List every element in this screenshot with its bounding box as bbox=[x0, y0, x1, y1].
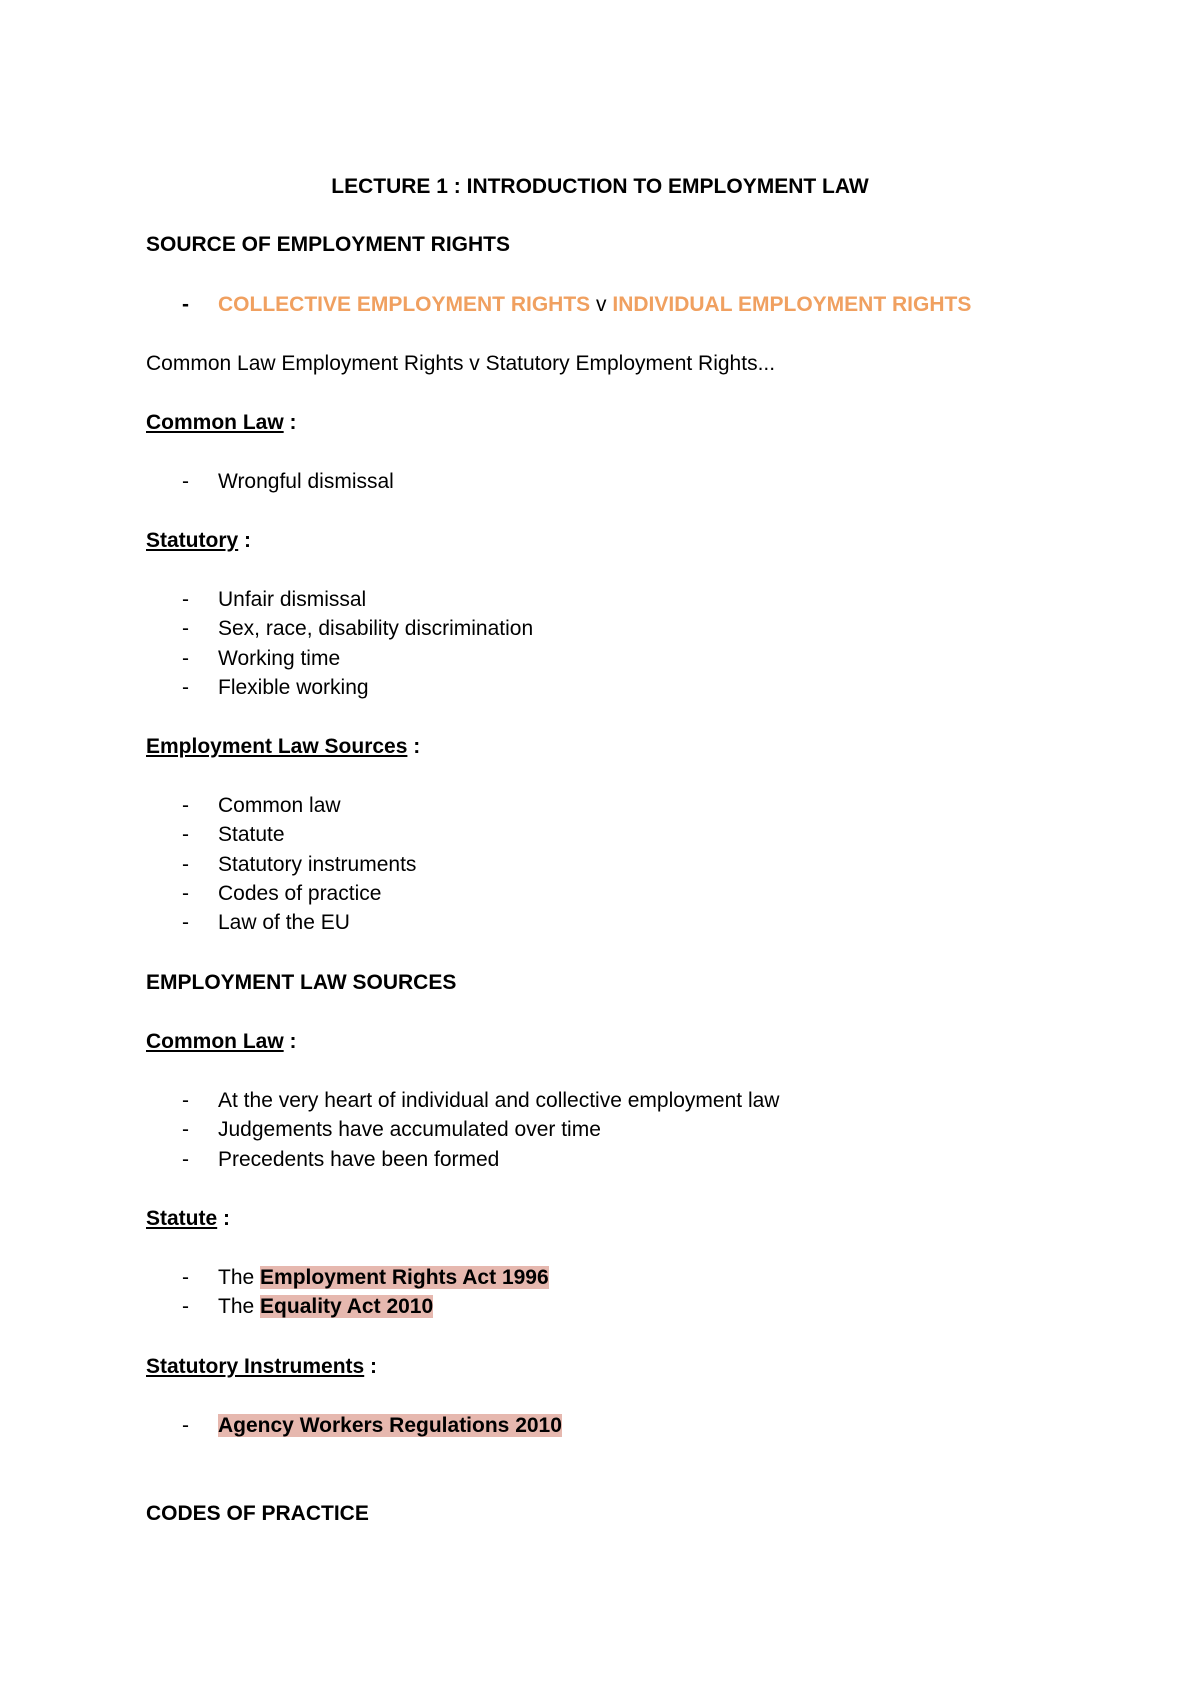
list-item-text: Law of the EU bbox=[218, 911, 350, 934]
list-item bbox=[182, 675, 369, 701]
bullet-dash: - bbox=[182, 882, 189, 905]
list-item-text: Statute bbox=[218, 823, 285, 846]
subheading-colon: : bbox=[289, 411, 297, 434]
list-item bbox=[182, 1294, 433, 1320]
section-heading-employment-law-sources: EMPLOYMENT LAW SOURCES bbox=[146, 971, 457, 994]
list-item-text: Unfair dismissal bbox=[218, 588, 367, 611]
subheading-label: Statutory bbox=[146, 529, 239, 552]
list-item-text: Codes of practice bbox=[218, 882, 382, 905]
bullet-dash: - bbox=[182, 293, 189, 316]
bullet-dash: - bbox=[182, 588, 189, 611]
section-heading-source: SOURCE OF EMPLOYMENT RIGHTS bbox=[146, 233, 511, 256]
list-item bbox=[182, 881, 381, 907]
bullet-dash: - bbox=[182, 1089, 189, 1112]
subheading-label: Statute bbox=[146, 1207, 218, 1230]
list-item-rights-comparison bbox=[182, 292, 971, 318]
list-item-text: Judgements have accumulated over time bbox=[218, 1118, 601, 1141]
bullet-dash: - bbox=[182, 911, 189, 934]
list-item-text: Flexible working bbox=[218, 676, 369, 699]
list-item bbox=[182, 1413, 562, 1439]
highlighted-act: Equality Act 2010 bbox=[260, 1295, 434, 1318]
list-item bbox=[182, 1147, 499, 1173]
bullet-dash: - bbox=[182, 1414, 189, 1437]
list-item-text: Sex, race, disability discrimination bbox=[218, 617, 534, 640]
bullet-dash: - bbox=[182, 1148, 189, 1171]
subheading-colon: : bbox=[289, 1030, 297, 1053]
subheading-colon: : bbox=[370, 1355, 378, 1378]
list-item-text: Precedents have been formed bbox=[218, 1148, 500, 1171]
list-item bbox=[182, 822, 285, 848]
subheading-label: Common Law bbox=[146, 1030, 284, 1053]
statute-prefix: The bbox=[218, 1295, 255, 1318]
highlighted-regulation: Agency Workers Regulations 2010 bbox=[218, 1414, 562, 1437]
list-item bbox=[182, 646, 340, 672]
list-item-text: Working time bbox=[218, 647, 341, 670]
versus-label: v bbox=[596, 293, 607, 316]
list-item bbox=[182, 587, 366, 613]
bullet-dash: - bbox=[182, 617, 189, 640]
subheading-statute bbox=[146, 1206, 230, 1232]
list-item-text: Wrongful dismissal bbox=[218, 470, 394, 493]
page-title: LECTURE 1 : INTRODUCTION TO EMPLOYMENT LAW bbox=[331, 175, 869, 198]
list-item bbox=[182, 1265, 549, 1291]
list-item bbox=[182, 1117, 601, 1143]
list-item-text: Common law bbox=[218, 794, 341, 817]
bullet-dash: - bbox=[182, 470, 189, 493]
list-item bbox=[182, 852, 416, 878]
list-item bbox=[182, 1088, 779, 1114]
intro-text: Common Law Employment Rights v Statutory Employment Rights... bbox=[146, 352, 776, 375]
subheading-statutory bbox=[146, 528, 251, 554]
bullet-dash: - bbox=[182, 676, 189, 699]
bullet-dash: - bbox=[182, 1266, 189, 1289]
statute-prefix: The bbox=[218, 1266, 255, 1289]
bullet-dash: - bbox=[182, 853, 189, 876]
subheading-label: Common Law bbox=[146, 411, 284, 434]
subheading-common-law-2 bbox=[146, 1029, 297, 1055]
list-item-text: At the very heart of individual and collective employment law bbox=[218, 1089, 780, 1112]
bullet-dash: - bbox=[182, 647, 189, 670]
list-item-text: Statutory instruments bbox=[218, 853, 417, 876]
subheading-statutory-instruments bbox=[146, 1354, 377, 1380]
list-item bbox=[182, 616, 533, 642]
bullet-dash: - bbox=[182, 1118, 189, 1141]
individual-rights-label: INDIVIDUAL EMPLOYMENT RIGHTS bbox=[612, 293, 972, 316]
subheading-label: Statutory Instruments bbox=[146, 1355, 365, 1378]
list-item bbox=[182, 910, 350, 936]
subheading-colon: : bbox=[413, 735, 421, 758]
subheading-colon: : bbox=[244, 529, 252, 552]
bullet-dash: - bbox=[182, 823, 189, 846]
subheading-label: Employment Law Sources bbox=[146, 735, 408, 758]
bullet-dash: - bbox=[182, 794, 189, 817]
highlighted-act: Employment Rights Act 1996 bbox=[260, 1266, 549, 1289]
bullet-dash: - bbox=[182, 1295, 189, 1318]
collective-rights-label: COLLECTIVE EMPLOYMENT RIGHTS bbox=[218, 293, 591, 316]
list-item bbox=[182, 793, 341, 819]
subheading-employment-law-sources bbox=[146, 734, 420, 760]
section-heading-codes-of-practice: CODES OF PRACTICE bbox=[146, 1502, 369, 1525]
list-item bbox=[182, 469, 394, 495]
subheading-common-law bbox=[146, 410, 297, 436]
subheading-colon: : bbox=[223, 1207, 231, 1230]
